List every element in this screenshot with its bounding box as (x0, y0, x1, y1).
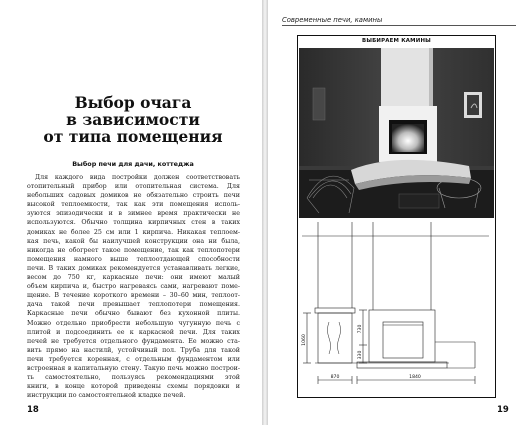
dim-height-upper: 730 (358, 324, 363, 334)
body-text-line: вить прямо на настилй, устойчивый пол. Труба для такой (27, 346, 240, 354)
body-text-line: Для каждого вида постройки должен соответствовать (35, 174, 240, 181)
page-number-left: 18 (27, 405, 39, 415)
body-text-line: дача такой печи превышает теплопотери помещения. (27, 301, 240, 309)
body-text-line: никогда не обогреет такое помещение, так как теплопотери (27, 246, 240, 254)
dim-height-lower: 330 (358, 350, 363, 360)
body-text-line: отопительный прибор или отопительная система. Для (27, 183, 240, 191)
body-text-line: печи. В таких домиках рекомендуется устанавливать легкие, (27, 264, 240, 272)
body-text-line: весом до 750 кг, каркасные печи: они имеют малый (27, 274, 240, 282)
body-text-line: книги, в конце которой приведены схемы порядовки и (27, 383, 240, 391)
body-text-line: Можно отдельно приобрести небольшую чугунную печь с (27, 319, 240, 327)
body-text-line: ть самостоятельно, пользуясь рекомендациями этой (27, 374, 240, 382)
body-text-line: высокой теплоемкости, так как эти помещения исполь- (27, 201, 240, 209)
body-text-line: печи требуется коренная, с отдельным фундаментом или (27, 355, 240, 363)
body-text-line: инструкции по самостоятельной кладке печей. (27, 392, 186, 400)
fireplace-dimension-drawing (299, 222, 494, 396)
chapter-title-line: от типа помещения (43, 127, 223, 146)
chapter-title-line: в зависимости (66, 110, 200, 129)
right-page (268, 0, 530, 425)
dim-width-left: 870 (330, 375, 340, 380)
page-number-right: 19 (497, 405, 509, 415)
left-page (0, 0, 262, 425)
fireplace-photo (299, 48, 494, 218)
section-subtitle: Выбор печи для дачи, коттеджа (72, 160, 194, 168)
dim-height-total: 1060 (302, 334, 307, 346)
chapter-title (20, 94, 246, 145)
body-text-line: кая печь, какой бы наилучшей конструкции она ни была, (27, 237, 240, 245)
body-text-line: домиках не более 25 см или 1 кирпича. Никакая теплоем- (27, 228, 240, 236)
body-text-line: Каркасные печи обычно бывают без кухонной плиты. (27, 310, 240, 318)
body-text-line: встроенная в капитальную стену. Такую печь можно построи- (27, 364, 240, 372)
body-text-line: помещения намного выше теплоотдающей способности (27, 255, 240, 263)
body-text-line: небольших садовых домиков не обязательно строить печи (27, 192, 240, 200)
body-text-line: печей не требуется отдельного фундамента. Ее можно ста- (27, 337, 240, 345)
body-text (27, 173, 240, 400)
figure-title: ВЫБИРАЕМ КАМИНЫ (362, 38, 431, 44)
running-head: Современные печи, камины (282, 16, 516, 26)
dim-width-right: 1840 (409, 375, 421, 380)
body-text-line: щение. В течение короткого времени – 30–60 мин, теплоот- (27, 292, 240, 300)
fireplace-figure-frame (297, 35, 496, 398)
chapter-title-line: Выбор очага (74, 93, 192, 112)
body-text-line: зуются эпизодически и в зимнее время практически не (27, 210, 240, 218)
body-text-line: объем кирпича и, быстро нагреваясь сами, нагревают поме- (27, 283, 240, 291)
body-text-line: используются. Обычно толщина кирпичных стен в таких (27, 219, 240, 227)
body-text-line: плитой и подсоединить ее к каркасной печи. Для таких (27, 328, 240, 336)
